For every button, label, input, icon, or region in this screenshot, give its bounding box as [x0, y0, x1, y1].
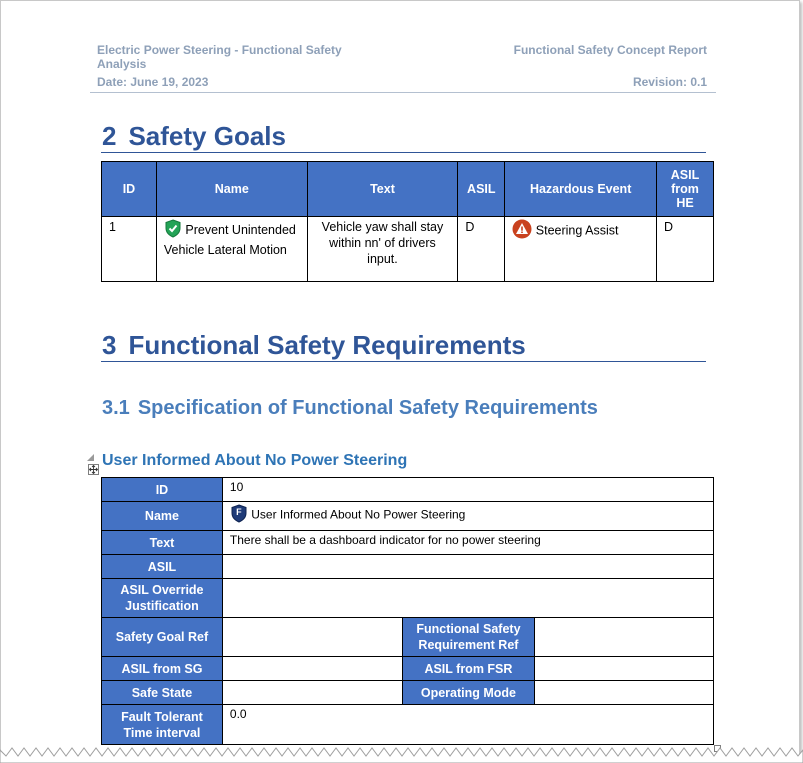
header-date: Date: June 19, 2023 — [97, 75, 209, 89]
requirement-badge-letter: F — [236, 507, 242, 517]
sg-asil-he-cell: D — [657, 217, 714, 282]
label-asil-override: ASIL Override Justification — [102, 579, 223, 618]
table-move-handle[interactable] — [88, 464, 99, 475]
section-2-title: Safety Goals — [128, 121, 286, 151]
sg-hazard-text: Steering Assist — [535, 223, 619, 238]
table-row — [102, 217, 714, 282]
section-3-title: Functional Safety Requirements — [128, 330, 526, 360]
col-header-text: Text — [307, 162, 458, 217]
col-header-id: ID — [102, 162, 157, 217]
section-3-1-number: 3.1 — [102, 397, 130, 419]
section-3-1-heading — [102, 396, 598, 420]
torn-page-edge — [0, 742, 803, 763]
label-ftti: Fault Tolerant Time interval — [102, 705, 223, 745]
shield-check-icon — [164, 219, 182, 242]
fsr-row-asil-override — [102, 579, 714, 618]
safety-goals-header-row — [102, 162, 714, 217]
header-revision: Revision: 0.1 — [632, 75, 707, 89]
header-report-title: Functional Safety Concept Report — [513, 43, 707, 57]
label-fsr-ref: Functional Safety Requirement Ref — [402, 618, 535, 657]
value-asil[interactable] — [222, 555, 713, 579]
fsr-heading: User Informed About No Power Steering — [102, 452, 408, 469]
section-2-rule — [101, 152, 706, 153]
label-asil-from-fsr: ASIL from FSR — [402, 657, 535, 681]
value-id[interactable]: 10 — [222, 478, 713, 502]
fsr-row-state — [102, 681, 714, 705]
fsr-row-text — [102, 531, 714, 555]
value-operating-mode[interactable] — [535, 681, 714, 705]
label-id: ID — [102, 478, 223, 502]
section-3-heading — [102, 330, 526, 360]
value-ftti[interactable]: 0.0 — [222, 705, 713, 745]
fsr-row-name — [102, 502, 714, 531]
value-fsr-ref[interactable] — [535, 618, 714, 657]
value-safe-state[interactable] — [222, 681, 402, 705]
value-name-text: User Informed About No Power Steering — [251, 507, 466, 522]
col-header-asil-from-he: ASIL from HE — [657, 162, 714, 217]
fsr-table — [101, 477, 714, 745]
table-anchor-marker — [87, 454, 94, 461]
section-2-number: 2 — [102, 121, 117, 151]
fsr-row-asil — [102, 555, 714, 579]
fsr-row-refs — [102, 618, 714, 657]
label-asil-from-sg: ASIL from SG — [102, 657, 223, 681]
safety-goals-table — [101, 161, 714, 282]
label-asil: ASIL — [102, 555, 223, 579]
sg-name-text: Prevent Unintended Vehicle Lateral Motion — [163, 222, 296, 257]
col-header-hazardous-event: Hazardous Event — [505, 162, 657, 217]
sg-asil-cell: D — [458, 217, 505, 282]
section-3-rule — [101, 361, 706, 362]
sg-text-cell: Vehicle yaw shall stay within nn' of drivers input. — [307, 217, 458, 282]
label-operating-mode: Operating Mode — [402, 681, 535, 705]
col-header-asil: ASIL — [458, 162, 505, 217]
label-text: Text — [102, 531, 223, 555]
value-asil-override[interactable] — [222, 579, 713, 618]
sg-id-cell: 1 — [102, 217, 157, 282]
fsr-row-asil-from — [102, 657, 714, 681]
section-3-number: 3 — [102, 330, 117, 360]
section-3-1-title: Specification of Functional Safety Requirements — [137, 397, 598, 419]
label-safe-state: Safe State — [102, 681, 223, 705]
sg-hazard-cell[interactable] — [505, 217, 657, 282]
fsr-row-ftti — [102, 705, 714, 745]
value-asil-from-sg[interactable] — [222, 657, 402, 681]
sg-name-cell[interactable] — [156, 217, 307, 282]
label-name: Name — [102, 502, 223, 531]
value-asil-from-fsr[interactable] — [535, 657, 714, 681]
value-name[interactable] — [222, 502, 713, 531]
warning-icon — [512, 219, 532, 243]
section-2-heading — [102, 121, 286, 151]
requirement-badge-icon — [230, 504, 248, 527]
header-divider — [90, 92, 716, 93]
value-sg-ref[interactable] — [222, 618, 402, 657]
value-text[interactable]: There shall be a dashboard indicator for no power steering — [222, 531, 713, 555]
label-sg-ref: Safety Goal Ref — [102, 618, 223, 657]
header-doc-title: Electric Power Steering - Functional Safety Analysis — [97, 43, 342, 71]
col-header-name: Name — [156, 162, 307, 217]
fsr-row-id — [102, 478, 714, 502]
